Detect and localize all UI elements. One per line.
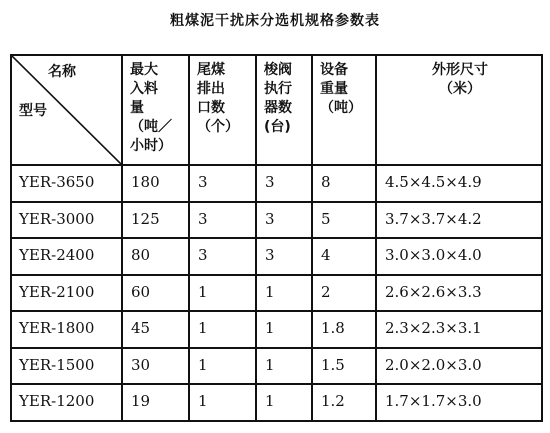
page-title: 粗煤泥干扰床分选机规格参数表 (170, 13, 380, 29)
cell-valve-actuators: 1 (256, 348, 312, 385)
header-row (11, 55, 542, 165)
cell-weight: 4 (312, 238, 376, 275)
header-max-feed-capacity: 最大 入料 量 （吨／ 小时） (122, 55, 189, 165)
header-tailings-outlets: 尾煤 排出 口数 （个） (189, 55, 256, 165)
cell-weight: 1.2 (312, 384, 376, 421)
cell-weight: 5 (312, 202, 376, 239)
cell-tailings-outlets: 1 (189, 348, 256, 385)
cell-weight: 2 (312, 275, 376, 312)
cell-model: YER-3650 (11, 165, 122, 202)
cell-model: YER-2400 (11, 238, 122, 275)
cell-capacity: 60 (122, 275, 189, 312)
cell-valve-actuators: 1 (256, 275, 312, 312)
cell-valve-actuators: 3 (256, 202, 312, 239)
cell-dimensions: 2.6×2.6×3.3 (376, 275, 542, 312)
table-row (11, 384, 542, 421)
cell-dimensions: 3.0×3.0×4.0 (376, 238, 542, 275)
cell-capacity: 125 (122, 202, 189, 239)
cell-model: YER-1500 (11, 348, 122, 385)
cell-capacity: 80 (122, 238, 189, 275)
table-row (11, 202, 542, 239)
spec-table (10, 54, 543, 422)
cell-dimensions: 4.5×4.5×4.9 (376, 165, 542, 202)
cell-dimensions: 2.3×2.3×3.1 (376, 311, 542, 348)
cell-model: YER-1200 (11, 384, 122, 421)
cell-tailings-outlets: 1 (189, 311, 256, 348)
cell-dimensions: 3.7×3.7×4.2 (376, 202, 542, 239)
cell-capacity: 180 (122, 165, 189, 202)
corner-label-model: 型号 (19, 103, 47, 119)
cell-valve-actuators: 1 (256, 384, 312, 421)
corner-header-cell (11, 55, 122, 165)
header-equipment-weight: 设备 重量 （吨） (312, 55, 376, 165)
cell-weight: 1.8 (312, 311, 376, 348)
cell-model: YER-3000 (11, 202, 122, 239)
cell-weight: 1.5 (312, 348, 376, 385)
table-row (11, 311, 542, 348)
cell-model: YER-2100 (11, 275, 122, 312)
cell-tailings-outlets: 3 (189, 165, 256, 202)
corner-label-name: 名称 (48, 64, 76, 80)
table-row (11, 348, 542, 385)
cell-valve-actuators: 3 (256, 165, 312, 202)
cell-capacity: 45 (122, 311, 189, 348)
header-dimensions: 外形尺寸 （米） (376, 55, 542, 165)
cell-valve-actuators: 3 (256, 238, 312, 275)
cell-capacity: 19 (122, 384, 189, 421)
cell-model: YER-1800 (11, 311, 122, 348)
table-row (11, 165, 542, 202)
cell-capacity: 30 (122, 348, 189, 385)
cell-tailings-outlets: 3 (189, 202, 256, 239)
cell-dimensions: 2.0×2.0×3.0 (376, 348, 542, 385)
cell-tailings-outlets: 3 (189, 238, 256, 275)
cell-dimensions: 1.7×1.7×3.0 (376, 384, 542, 421)
cell-tailings-outlets: 1 (189, 275, 256, 312)
header-valve-actuators: 梭阀 执行 器数 (台) (256, 55, 312, 165)
cell-tailings-outlets: 1 (189, 384, 256, 421)
table-row (11, 238, 542, 275)
cell-weight: 8 (312, 165, 376, 202)
cell-valve-actuators: 1 (256, 311, 312, 348)
table-row (11, 275, 542, 312)
